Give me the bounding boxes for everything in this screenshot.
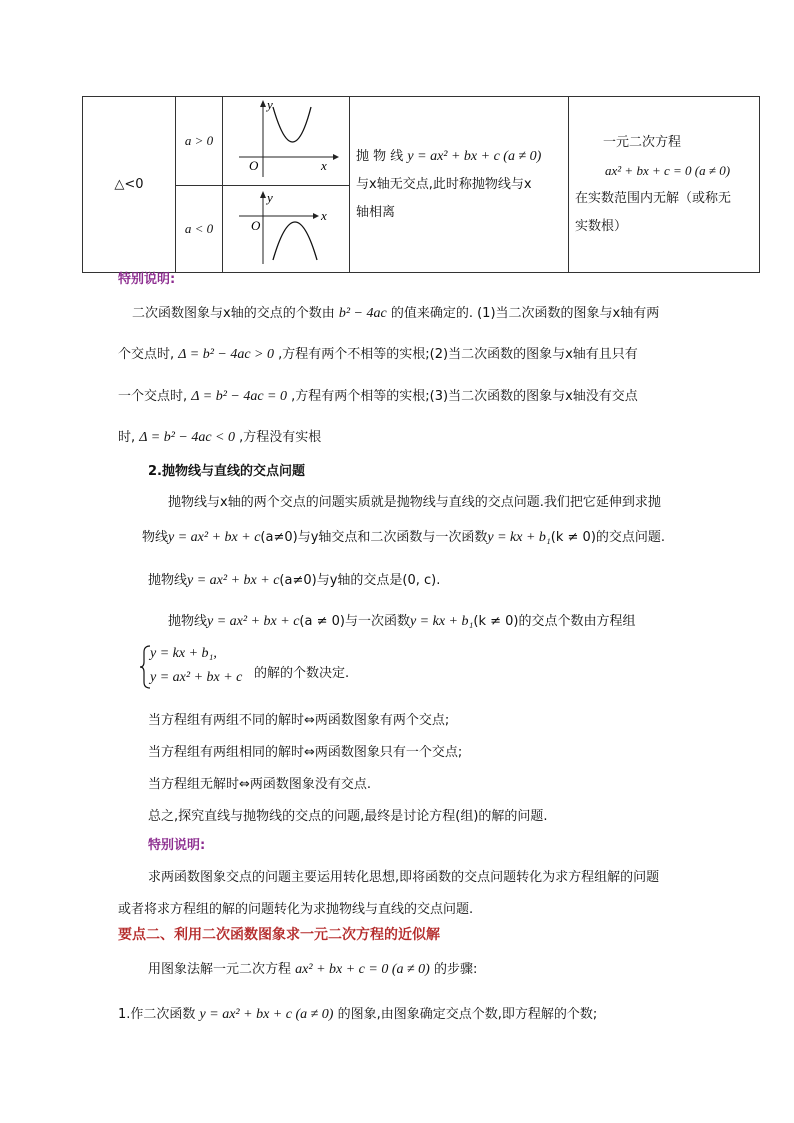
note1-line1 <box>132 302 659 322</box>
section2-p4 <box>168 610 635 630</box>
a-negative-cell <box>176 186 223 273</box>
formula: b² − 4ac <box>338 306 387 321</box>
eq-line1: 一元二次方程 <box>603 134 682 150</box>
text: 用图象法解一元二次方程 <box>148 962 292 977</box>
origin-label: O <box>249 158 259 173</box>
graph-up-cell <box>223 97 350 186</box>
parabola-down-graph <box>223 186 349 268</box>
note1-line2 <box>118 343 638 363</box>
note1-title: 特别说明: <box>118 272 176 287</box>
text: (a≠0)与y轴交点和二次函数与一次函数 <box>260 530 488 545</box>
text: 二次函数图象与x轴的交点的个数由 <box>132 306 335 321</box>
y-axis-arrow <box>260 191 266 198</box>
text: 物线 <box>142 530 169 545</box>
a-negative-label: a < 0 <box>184 221 214 236</box>
note1-line4 <box>118 426 321 446</box>
section2-p3 <box>148 569 440 589</box>
summary: 总之,探究直线与抛物线的交点的问题,最终是讨论方程(组)的解的问题. <box>148 809 548 824</box>
point2-step-intro <box>148 958 477 978</box>
desc-line2: 与x轴无交点,此时称抛物线与x <box>356 176 532 192</box>
note2-line2: 或者将求方程组的解的问题转化为求抛物线与直线的交点问题. <box>118 902 474 917</box>
delta-negative-table <box>82 96 760 273</box>
text: 的步骤: <box>434 962 478 977</box>
note1-line3 <box>118 385 638 405</box>
text: 抛物线 <box>168 614 208 629</box>
parabola-up-curve <box>273 107 311 142</box>
point2-heading: 要点二、利用二次函数图象求一元二次方程的近似解 <box>118 927 440 943</box>
y-axis-arrow <box>260 100 266 107</box>
case-two-different: 当方程组有两组不同的解时⇔两函数图象有两个交点; <box>148 713 450 728</box>
case-two-same: 当方程组有两组相同的解时⇔两函数图象只有一个交点; <box>148 745 463 760</box>
desc-prefix: 抛 物 线 <box>356 148 404 164</box>
eq-formula: ax² + bx + c = 0 (a ≠ 0) <box>605 162 731 178</box>
a-positive-cell <box>176 97 223 186</box>
text: 的值来确定的. (1)当二次函数的图象与x轴有两 <box>390 306 660 321</box>
text: (k ≠ 0) <box>550 530 596 545</box>
desc-formula: y = ax² + bx + c (a ≠ 0) <box>407 148 542 164</box>
text: ,方程有两个不相等的实根;(2)当二次函数的图象与x轴有且只有 <box>278 347 638 362</box>
section2-heading: 2.抛物线与直线的交点问题 <box>148 464 305 479</box>
origin-label: O <box>251 218 261 233</box>
axis-x-label: x <box>321 158 327 173</box>
parabola-up-graph <box>223 97 349 181</box>
case-none: 当方程组无解时⇔两函数图象没有交点. <box>148 777 372 792</box>
equation-cell <box>569 97 760 273</box>
axis-y-label: y <box>267 97 273 112</box>
x-axis-arrow <box>333 154 339 160</box>
x-axis-arrow <box>313 213 319 219</box>
system-after: 的解的个数决定. <box>254 666 350 681</box>
text: ,方程有两个相等的实根;(3)当二次函数的图象与x轴没有交点 <box>291 389 638 404</box>
point2-step1 <box>118 1003 597 1023</box>
desc-line3: 轴相离 <box>356 204 396 220</box>
text: 的交点问题. <box>595 530 666 545</box>
text: 时, <box>118 430 136 445</box>
text: ,方程没有实根 <box>239 430 322 445</box>
formula: y = kx + b₁ <box>409 614 474 629</box>
system-line1: y = kx + b₁, <box>150 646 217 661</box>
parabola-down-curve <box>273 222 317 260</box>
axis-y-label: y <box>267 190 273 205</box>
graph-down-cell <box>223 186 350 273</box>
formula: Δ = b² − 4ac < 0 <box>139 430 235 445</box>
formula: y = kx + b₁ <box>487 530 551 545</box>
axis-x-label: x <box>321 208 327 223</box>
formula: y = ax² + bx + c <box>207 614 300 629</box>
description-cell <box>350 97 569 273</box>
section2-p1: 抛物线与x轴的两个交点的问题实质就是抛物线与直线的交点问题.我们把它延伸到求抛 <box>168 495 661 510</box>
a-positive-label: a > 0 <box>184 133 214 148</box>
text: (k ≠ 0)的交点个数由方程组 <box>473 614 636 629</box>
eq-line3: 在实数范围内无解（或称无 <box>575 190 732 206</box>
note2-line1: 求两函数图象交点的问题主要运用转化思想,即将函数的交点问题转化为求方程组解的问题 <box>148 870 660 885</box>
formula: Δ = b² − 4ac = 0 <box>191 389 287 404</box>
delta-label: △<0 <box>114 176 144 192</box>
text: 的图象,由图象确定交点个数,即方程解的个数; <box>337 1007 598 1022</box>
text: 抛物线 <box>148 573 188 588</box>
note2-title: 特别说明: <box>148 838 206 853</box>
formula: y = ax² + bx + c <box>168 530 261 545</box>
text: (a ≠ 0)与一次函数 <box>299 614 410 629</box>
formula: Δ = b² − 4ac > 0 <box>178 347 274 362</box>
text: (a≠0)与y轴的交点是(0, c). <box>279 573 441 588</box>
delta-cell <box>83 97 176 273</box>
system-line2: y = ax² + bx + c <box>150 670 243 685</box>
text: 个交点时, <box>118 347 175 362</box>
text: 一个交点时, <box>118 389 188 404</box>
eq-line4: 实数根） <box>575 218 628 234</box>
text: 1.作二次函数 <box>118 1007 196 1022</box>
formula: y = ax² + bx + c <box>187 573 280 588</box>
formula: y = ax² + bx + c (a ≠ 0) <box>199 1007 334 1022</box>
section2-p2 <box>142 526 665 546</box>
formula: ax² + bx + c = 0 (a ≠ 0) <box>295 962 430 977</box>
